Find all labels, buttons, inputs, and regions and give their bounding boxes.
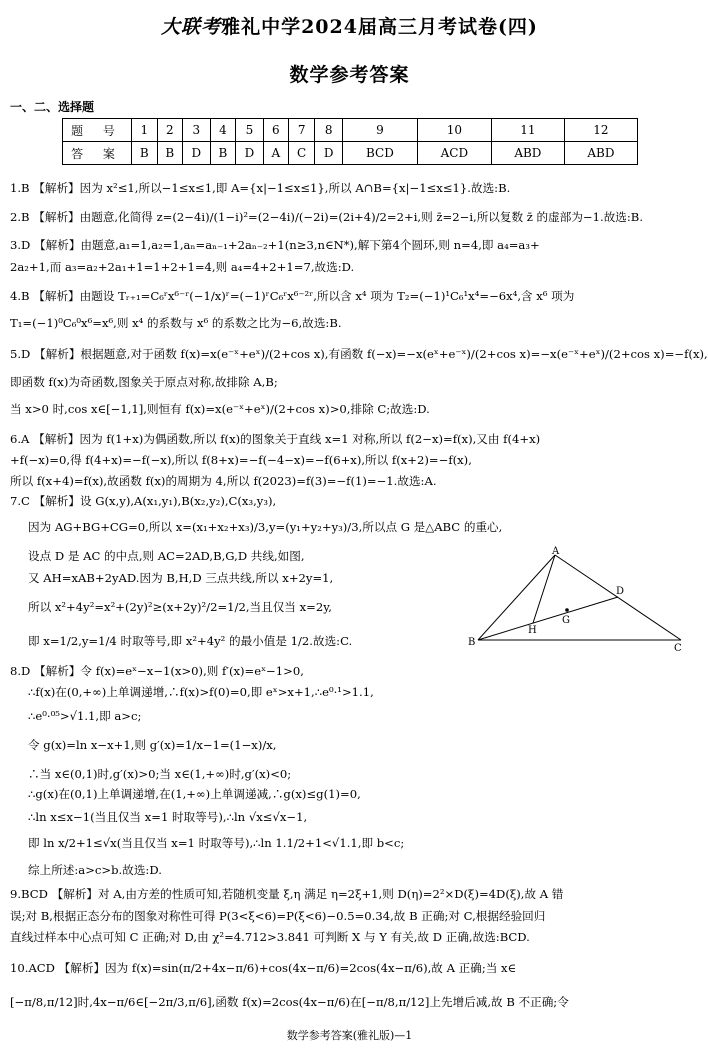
row-label-question: 题 号 <box>63 119 132 142</box>
question-number: 4 <box>210 119 236 142</box>
question-number: 1 <box>132 119 158 142</box>
answer-cell: C <box>288 142 314 165</box>
solution-line-q7: 7.C 【解析】设 G(x,y),A(x₁,y₁),B(x₂,y₂),C(x₃,y₃), <box>10 494 277 508</box>
answer-cell: B <box>210 142 236 165</box>
section-heading: 一、二、选择题 <box>10 100 95 114</box>
question-number: 7 <box>288 119 314 142</box>
solution-line-q6-cont: 所以 f(x+4)=f(x),故函数 f(x)的周期为 4,所以 f(2023)=f(3)=−f(1)=−1.故选:A. <box>10 474 437 488</box>
solution-line-q6-cont: +f(−x)=0,得 f(4+x)=−f(−x),所以 f(8+x)=−f(−4−x)=−f(6+x),所以 f(x+2)=−f(x), <box>10 453 472 467</box>
answer-subtitle: 数学参考答案 <box>289 64 410 86</box>
solution-line-q1: 1.B 【解析】因为 x²≤1,所以−1≤x≤1,即 A={x|−1≤x≤1},所以 A∩B={x|−1≤x≤1}.故选:B. <box>10 181 511 195</box>
question-number: 6 <box>263 119 288 142</box>
solution-line-q7-cont: 即 x=1/2,y=1/4 时取等号,即 x²+4y² 的最小值是 1/2.故选:C. <box>28 634 353 648</box>
solution-line-q6: 6.A 【解析】因为 f(1+x)为偶函数,所以 f(x)的图象关于直线 x=1 对称,所以 f(2−x)=f(x),又由 f(4+x) <box>10 432 541 446</box>
solution-line-q2: 2.B 【解析】由题意,化简得 z=(2−4i)/(1−i)²=(2−4i)/(−2i)=(2i+4)/2=2+i,则 z̄=2−i,所以复数 z̄ 的虚部为−1.故选:B. <box>10 210 644 224</box>
answer-row <box>63 142 638 165</box>
label-d: D <box>616 586 625 597</box>
question-number: 9 <box>342 119 417 142</box>
answer-cell: A <box>263 142 288 165</box>
segment-ah <box>533 555 555 623</box>
triangle-figure <box>466 545 686 655</box>
answer-cell: B <box>132 142 158 165</box>
solution-line-q8: 8.D 【解析】令 f(x)=eˣ−x−1(x>0),则 f′(x)=eˣ−1>0, <box>10 664 304 678</box>
solution-line-q7-cont: 设点 D 是 AC 的中点,则 AC=2AD,B,G,D 共线,如图, <box>28 549 305 563</box>
solution-line-q8-cont: ∴g(x)在(0,1)上单调递增,在(1,+∞)上单调递减,∴g(x)≤g(1)=0, <box>28 787 361 801</box>
answer-cell: ACD <box>417 142 491 165</box>
solution-line-q10: 10.ACD 【解析】因为 f(x)=sin(π/2+4x−π/6)+cos(4x−π/6)=2cos(4x−π/6),故 A 正确;当 x∈ <box>10 961 517 975</box>
label-h: H <box>528 625 537 636</box>
solution-line-q5-cont: 即函数 f(x)为奇函数,图象关于原点对称,故排除 A,B; <box>10 375 278 389</box>
solution-line-q7-cont: 因为 AG+BG+CG=0,所以 x=(x₁+x₂+x₃)/3,y=(y₁+y₂+y₃)/3,所以点 G 是△ABC 的重心, <box>28 520 503 534</box>
question-number: 2 <box>157 119 183 142</box>
answer-table <box>62 118 638 165</box>
solution-line-q7-cont: 所以 x²+4y²=x²+(2y)²≥(x+2y)²/2=1/2,当且仅当 x=2y, <box>28 600 332 614</box>
side-ab <box>478 555 555 640</box>
solution-line-q8-cont: 令 g(x)=ln x−x+1,则 g′(x)=1/x−1=(1−x)/x, <box>28 738 277 752</box>
question-number: 8 <box>315 119 343 142</box>
solution-line-q3: 3.D 【解析】由题意,a₁=1,a₂=1,aₙ=aₙ₋₁+2aₙ₋₂+1(n≥3,n∈N*),解下第4个圆环,则 n=4,即 a₄=a₃+ <box>10 238 540 252</box>
question-number: 3 <box>183 119 211 142</box>
solution-line-q5-cont: 当 x>0 时,cos x∈[−1,1],则恒有 f(x)=x(e⁻ˣ+eˣ)/(2+cos x)>0,排除 C;故选:D. <box>10 402 430 416</box>
solution-line-q8-cont: 即 ln x/2+1≤√x(当且仅当 x=1 时取等号),∴ln 1.1/2+1<√1.1,即 b<c; <box>28 836 405 850</box>
answer-cell: D <box>236 142 264 165</box>
question-number: 11 <box>491 119 564 142</box>
question-number: 10 <box>417 119 491 142</box>
answer-cell: BCD <box>342 142 417 165</box>
median-bd <box>478 597 618 640</box>
solution-line-q8-cont: 综上所述:a>c>b.故选:D. <box>28 863 162 877</box>
solution-line-q9: 9.BCD 【解析】对 A,由方差的性质可知,若随机变量 ξ,η 满足 η=2ξ+1,则 D(η)=2²×D(ξ)=4D(ξ),故 A 错 <box>10 887 564 901</box>
solution-line-q5: 5.D 【解析】根据题意,对于函数 f(x)=x(e⁻ˣ+eˣ)/(2+cos x),有函数 f(−x)=−x(eˣ+e⁻ˣ)/(2+cos x)=−x(e⁻ˣ+eˣ)/(2+cos x)=−f(x), <box>10 347 708 361</box>
solution-line-q8-cont: ∴ln x≤x−1(当且仅当 x=1 时取等号),∴ln √x≤√x−1, <box>28 810 308 824</box>
solution-line-q8-cont: ∴当 x∈(0,1)时,g′(x)>0;当 x∈(1,+∞)时,g′(x)<0; <box>28 767 292 781</box>
solution-line-q7-cont: 又 AH=xAB+2yAD.因为 B,H,D 三点共线,所以 x+2y=1, <box>28 571 334 585</box>
answer-cell: D <box>315 142 343 165</box>
point-g <box>565 608 569 612</box>
exam-title-text: 雅礼中学2024届高三月考试卷(四) <box>221 16 538 38</box>
solution-line-q9-cont: 误;对 B,根据正态分布的图象对称性可得 P(3<ξ<6)=P(ξ<6)−0.5=0.34,故 B 正确;对 C,根据经验回归 <box>10 909 546 923</box>
answer-cell: D <box>183 142 211 165</box>
question-number: 5 <box>236 119 264 142</box>
page-footer: 数学参考答案(雅礼版)—1 <box>286 1029 413 1042</box>
brand-logo-text: 大联考 <box>161 16 222 38</box>
answer-cell: ABD <box>491 142 564 165</box>
solution-line-q3-cont: 2a₂+1,而 a₃=a₂+2a₁+1=1+2+1=4,则 a₄=4+2+1=7,故选:D. <box>10 260 355 274</box>
solution-line-q10-cont: [−π/8,π/12]时,4x−π/6∈[−2π/3,π/6],函数 f(x)=2cos(4x−π/6)在[−π/8,π/12]上先增后减,故 B 不正确;令 <box>10 995 569 1009</box>
exam-title <box>0 12 699 39</box>
answer-cell: B <box>157 142 183 165</box>
solution-line-q4-cont: T₁=(−1)⁰C₆⁰x⁶=x⁶,则 x⁴ 的系数与 x⁶ 的系数之比为−6,故选:B. <box>10 316 342 330</box>
question-number-row <box>63 119 638 142</box>
solution-line-q4: 4.B 【解析】由题设 Tᵣ₊₁=C₆ʳx⁶⁻ʳ(−1/x)ʳ=(−1)ʳC₆ʳx⁶⁻²ʳ,所以含 x⁴ 项为 T₂=(−1)¹C₆¹x⁴=−6x⁴,含 x⁶ 项为 <box>10 289 575 303</box>
label-g: G <box>562 615 570 626</box>
label-a: A <box>552 546 560 557</box>
answer-cell: ABD <box>564 142 637 165</box>
row-label-answer: 答 案 <box>63 142 132 165</box>
question-number: 12 <box>564 119 637 142</box>
label-c: C <box>674 643 682 654</box>
solution-line-q8-cont: ∴e⁰·⁰⁵>√1.1,即 a>c; <box>28 709 142 723</box>
solution-line-q8-cont: ∴f(x)在(0,+∞)上单调递增,∴f(x)>f(0)=0,即 eˣ>x+1,∴e⁰·¹>1.1, <box>28 685 374 699</box>
solution-line-q9-cont: 直线过样本中心点可知 C 正确;对 D,由 χ²=4.712>3.841 可判断 X 与 Y 有关,故 D 正确,故选:BCD. <box>10 930 530 944</box>
label-b: B <box>468 637 476 648</box>
